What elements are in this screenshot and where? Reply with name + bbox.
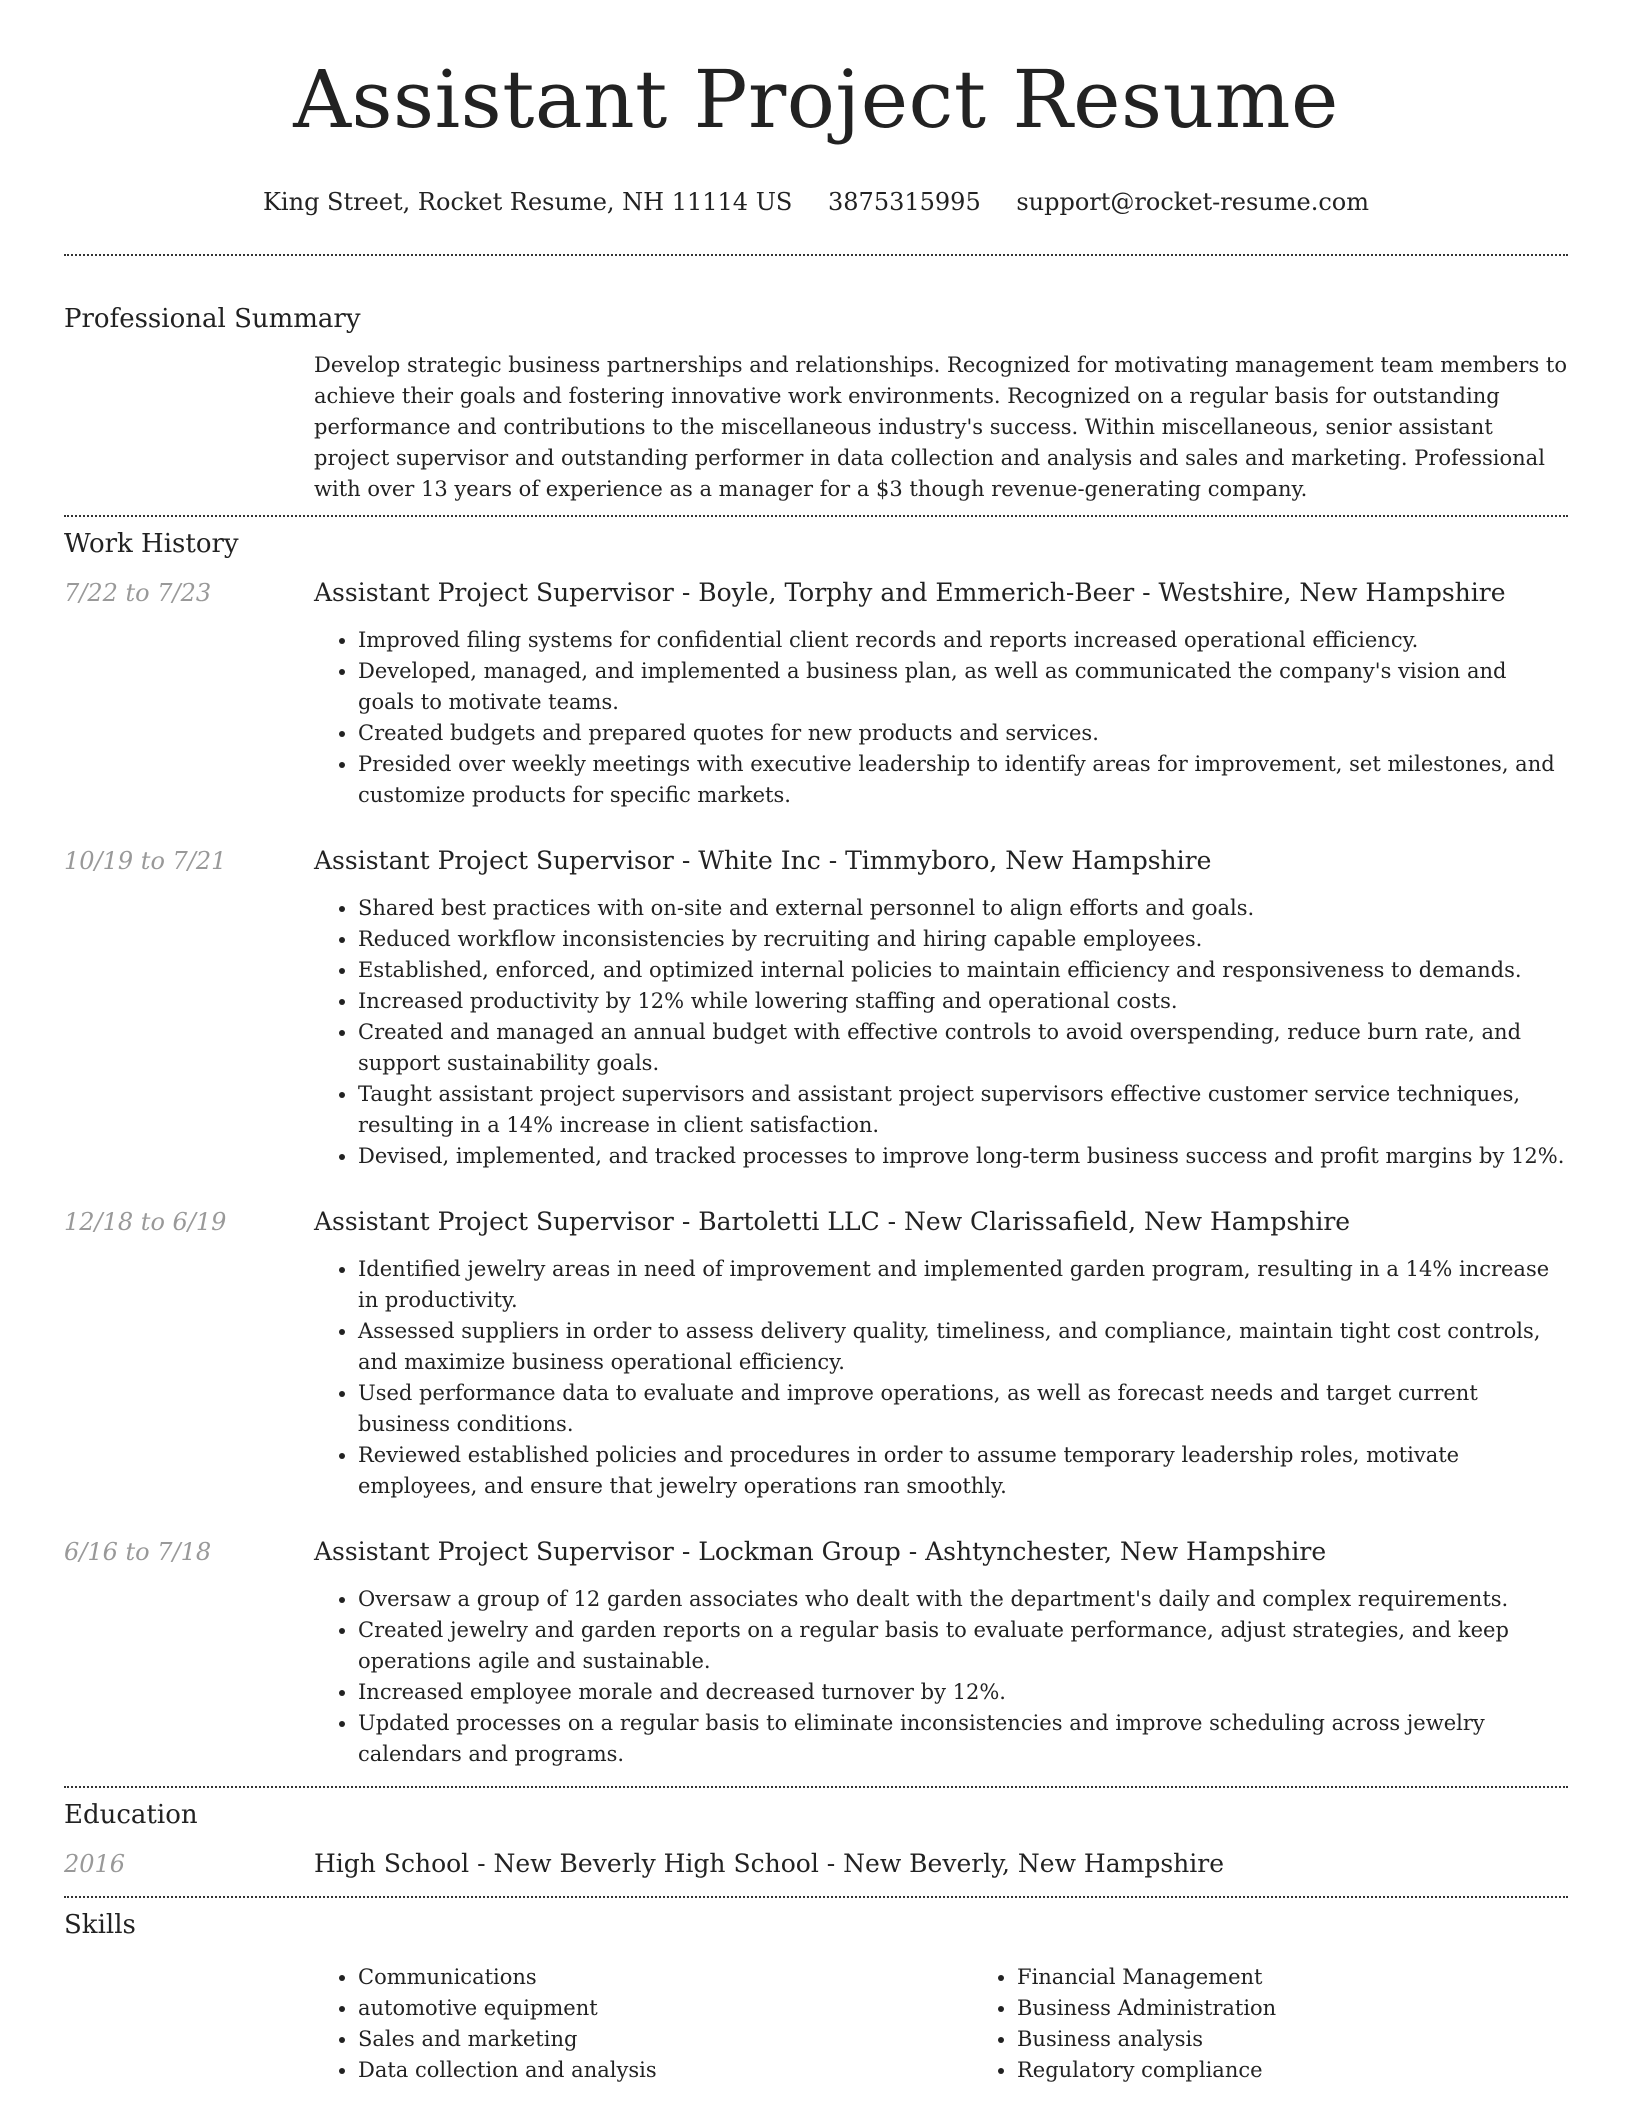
job-bullets xyxy=(314,1584,1568,1770)
skill-item: • Financial Management xyxy=(1017,1962,1632,1993)
resume-title: Assistant Project Resume xyxy=(293,53,1339,146)
contact-phone: 3875315995 xyxy=(828,188,981,216)
job-bullet: • Developed, managed, and implemented a business plan, as well as communicated the company's vision and goals to motivate teams. xyxy=(358,656,1568,718)
job-bullet: • Shared best practices with on-site and external personnel to align efforts and goals. xyxy=(358,893,1568,924)
skill-item: • Business analysis xyxy=(1017,2024,1632,2055)
job-dates: 6/16 to 7/18 xyxy=(64,1538,212,1566)
summary-spacer xyxy=(64,350,314,505)
job-bullet: • Oversaw a group of 12 garden associates who dealt with the department's daily and complex requirements. xyxy=(358,1584,1568,1615)
job-bullets xyxy=(314,625,1568,811)
job-bullet: • Created jewelry and garden reports on a regular basis to evaluate performance, adjust strategies, and keep operations agile and sustainable. xyxy=(358,1615,1568,1677)
job-bullet: • Identified jewelry areas in need of improvement and implemented garden program, resulting in a 14% increase in productivity. xyxy=(358,1254,1568,1316)
job-bullet: • Reduced workflow inconsistencies by recruiting and hiring capable employees. xyxy=(358,924,1568,955)
job-entry xyxy=(64,1536,1568,1770)
job-bullets xyxy=(314,893,1568,1172)
job-bullets xyxy=(314,1254,1568,1502)
work-section xyxy=(64,517,1568,1770)
education-year: 2016 xyxy=(64,1850,126,1878)
job-title: Assistant Project Supervisor - Lockman Group - Ashtynchester, New Hampshire xyxy=(314,1537,1327,1566)
skill-item: • Data collection and analysis xyxy=(358,2055,973,2086)
contact-line xyxy=(64,186,1568,218)
skill-item: • Business Administration xyxy=(1017,1993,1632,2024)
job-title: Assistant Project Supervisor - Boyle, Torphy and Emmerich-Beer - Westshire, New Hampshire xyxy=(314,578,1506,607)
skills-column-left xyxy=(314,1962,973,2086)
skill-item: • Regulatory compliance xyxy=(1017,2055,1632,2086)
job-bullet: • Improved filing systems for confidential client records and reports increased operational efficiency. xyxy=(358,625,1568,656)
skills-grid xyxy=(314,1962,1632,2086)
job-entry xyxy=(64,845,1568,1172)
job-bullet: • Increased employee morale and decreased turnover by 12%. xyxy=(358,1677,1568,1708)
job-bullet: • Updated processes on a regular basis to eliminate inconsistencies and improve scheduling across jewelry calendars and programs. xyxy=(358,1708,1568,1770)
education-entry: High School - New Beverly High School - New Beverly, New Hampshire xyxy=(314,1849,1224,1878)
job-title: Assistant Project Supervisor - White Inc - Timmyboro, New Hampshire xyxy=(314,846,1212,875)
job-dates: 12/18 to 6/19 xyxy=(64,1208,227,1236)
summary-section xyxy=(64,256,1568,505)
job-bullet: • Reviewed established policies and procedures in order to assume temporary leadership roles, motivate employees, and ensure that jewelry operations ran smoothly. xyxy=(358,1440,1568,1502)
job-bullet: • Increased productivity by 12% while lowering staffing and operational costs. xyxy=(358,986,1568,1017)
education-heading: Education xyxy=(64,1800,198,1830)
skills-section xyxy=(64,1898,1568,2086)
job-bullet: • Established, enforced, and optimized internal policies to maintain efficiency and responsiveness to demands. xyxy=(358,955,1568,986)
job-bullet: • Created budgets and prepared quotes for new products and services. xyxy=(358,718,1568,749)
job-bullet: • Devised, implemented, and tracked processes to improve long-term business success and profit margins by 12%. xyxy=(358,1141,1568,1172)
work-heading: Work History xyxy=(64,529,239,559)
contact-email: support@rocket-resume.com xyxy=(1016,188,1369,216)
job-title: Assistant Project Supervisor - Bartoletti LLC - New Clarissafield, New Hampshire xyxy=(314,1207,1351,1236)
skill-item: • Sales and marketing xyxy=(358,2024,973,2055)
job-entry xyxy=(64,1206,1568,1502)
job-bullet: • Presided over weekly meetings with executive leadership to identify areas for improvement, set milestones, and customize products for specific markets. xyxy=(358,749,1568,811)
summary-text: Develop strategic business partnerships and relationships. Recognized for motivating management team members to achieve their goals and fostering innovative work environments. Recognized on a regular basis for outstanding performance and contributions to the miscellaneous industry's success. Within miscellaneous, senior assistant project supervisor and outstanding performer in data collection and analysis and sales and marketing. Professional with over 13 years of experience as a manager for a $3 though revenue-generating company. xyxy=(314,353,1567,501)
skill-item: • Communications xyxy=(358,1962,973,1993)
job-dates: 7/22 to 7/23 xyxy=(64,579,212,607)
job-entry xyxy=(64,577,1568,811)
job-dates: 10/19 to 7/21 xyxy=(64,847,227,875)
skills-column-right xyxy=(973,1962,1632,2086)
job-bullet: • Assessed suppliers in order to assess delivery quality, timeliness, and compliance, maintain tight cost controls, and maximize business operational efficiency. xyxy=(358,1316,1568,1378)
contact-address: King Street, Rocket Resume, NH 11114 US xyxy=(263,188,793,216)
education-section xyxy=(64,1788,1568,1880)
skills-spacer xyxy=(64,1962,314,2086)
job-bullet: • Used performance data to evaluate and improve operations, as well as forecast needs and target current business conditions. xyxy=(358,1378,1568,1440)
summary-heading: Professional Summary xyxy=(64,304,361,334)
skills-heading: Skills xyxy=(64,1910,136,1940)
job-bullet: • Created and managed an annual budget with effective controls to avoid overspending, reduce burn rate, and support sustainability goals. xyxy=(358,1017,1568,1079)
skill-item: • automotive equipment xyxy=(358,1993,973,2024)
job-bullet: • Taught assistant project supervisors and assistant project supervisors effective customer service techniques, resulting in a 14% increase in client satisfaction. xyxy=(358,1079,1568,1141)
